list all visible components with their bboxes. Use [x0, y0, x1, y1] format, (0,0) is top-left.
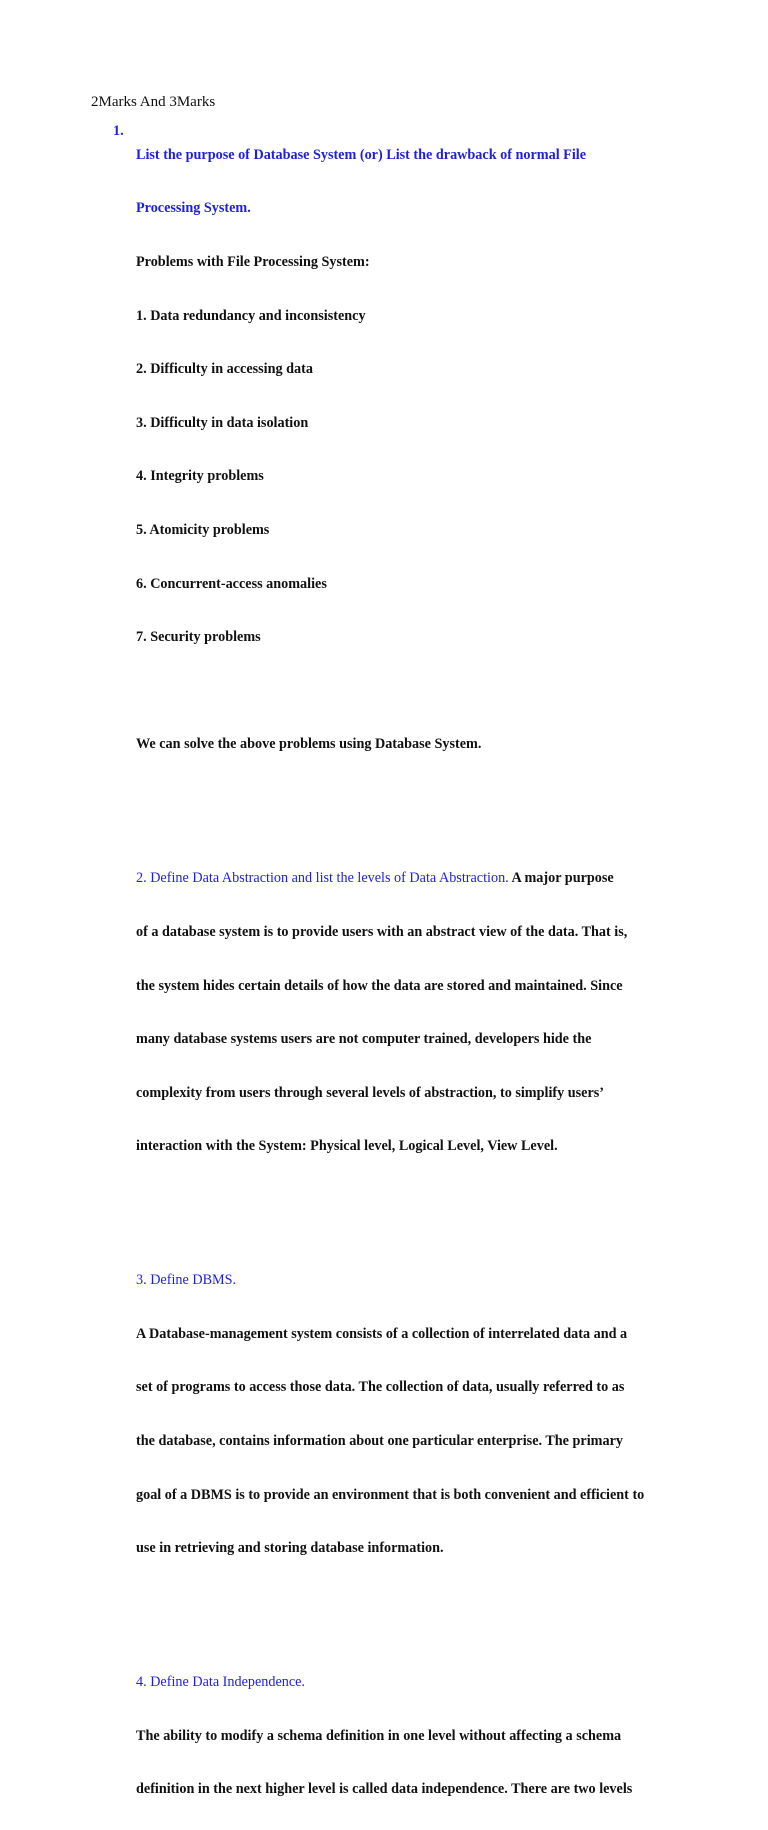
question-1-body-line: 5. Atomicity problems — [136, 521, 270, 538]
page-heading: 2Marks And 3Marks — [91, 94, 216, 110]
question-1 — [136, 115, 696, 1830]
question-1-body-line: 1. Data redundancy and inconsistency — [136, 307, 366, 324]
question-4-body-line: definition in the next higher level is called data independence. There are two levels — [136, 1781, 633, 1798]
question-1-title-line-1: List the purpose of Database System (or) List the drawback of normal File — [136, 146, 587, 163]
question-4-title: 4. Define Data Independence. — [136, 1674, 305, 1691]
question-1-title-line-2: Processing System. — [136, 200, 251, 217]
paragraph-gap — [136, 1589, 696, 1616]
question-2-body-line: many database systems users are not computer trained, developers hide the — [136, 1031, 592, 1048]
question-2-body-line: of a database system is to provide users with an abstract view of the data. That is, — [136, 923, 628, 940]
question-4-body-line: The ability to modify a schema definition in one level without affecting a schema — [136, 1727, 622, 1744]
question-2-title: 2. Define Data Abstraction and list the levels of Data Abstraction. — [136, 870, 509, 887]
paragraph-gap — [136, 1187, 696, 1214]
question-3-body-line: the database, contains information about one particular enterprise. The primary — [136, 1433, 623, 1450]
question-3-body-line: A Database-management system consists of a collection of interrelated data and a — [136, 1325, 628, 1342]
question-1-body-line: Problems with File Processing System: — [136, 253, 370, 270]
question-3-body-line: goal of a DBMS is to provide an environment that is both convenient and efficient to — [136, 1486, 645, 1503]
paragraph-gap — [136, 785, 696, 812]
question-2-body-line: interaction with the System: Physical level, Logical Level, View Level. — [136, 1138, 558, 1155]
question-1-body-line: 7. Security problems — [136, 629, 261, 646]
question-2-body-start: A major purpose — [508, 870, 614, 887]
question-1-body-line: 6. Concurrent-access anomalies — [136, 575, 327, 592]
question-1-number: 1. — [113, 123, 124, 139]
question-1-body-line: 4. Integrity problems — [136, 468, 264, 485]
question-1-body-line: 3. Difficulty in data isolation — [136, 414, 309, 431]
question-1-body-line: 2. Difficulty in accessing data — [136, 361, 313, 378]
question-2-body-line: complexity from users through several levels of abstraction, to simplify users’ — [136, 1084, 604, 1101]
question-2-first-line — [136, 865, 696, 892]
question-1-conclusion: We can solve the above problems using Database System. — [136, 736, 482, 753]
paragraph-gap — [136, 678, 696, 705]
question-3-body-line: use in retrieving and storing database information. — [136, 1540, 444, 1557]
question-3-body-line: set of programs to access those data. The collection of data, usually referred to as — [136, 1379, 625, 1396]
question-2-body-line: the system hides certain details of how the data are stored and maintained. Since — [136, 977, 623, 994]
question-3-title: 3. Define DBMS. — [136, 1272, 237, 1289]
